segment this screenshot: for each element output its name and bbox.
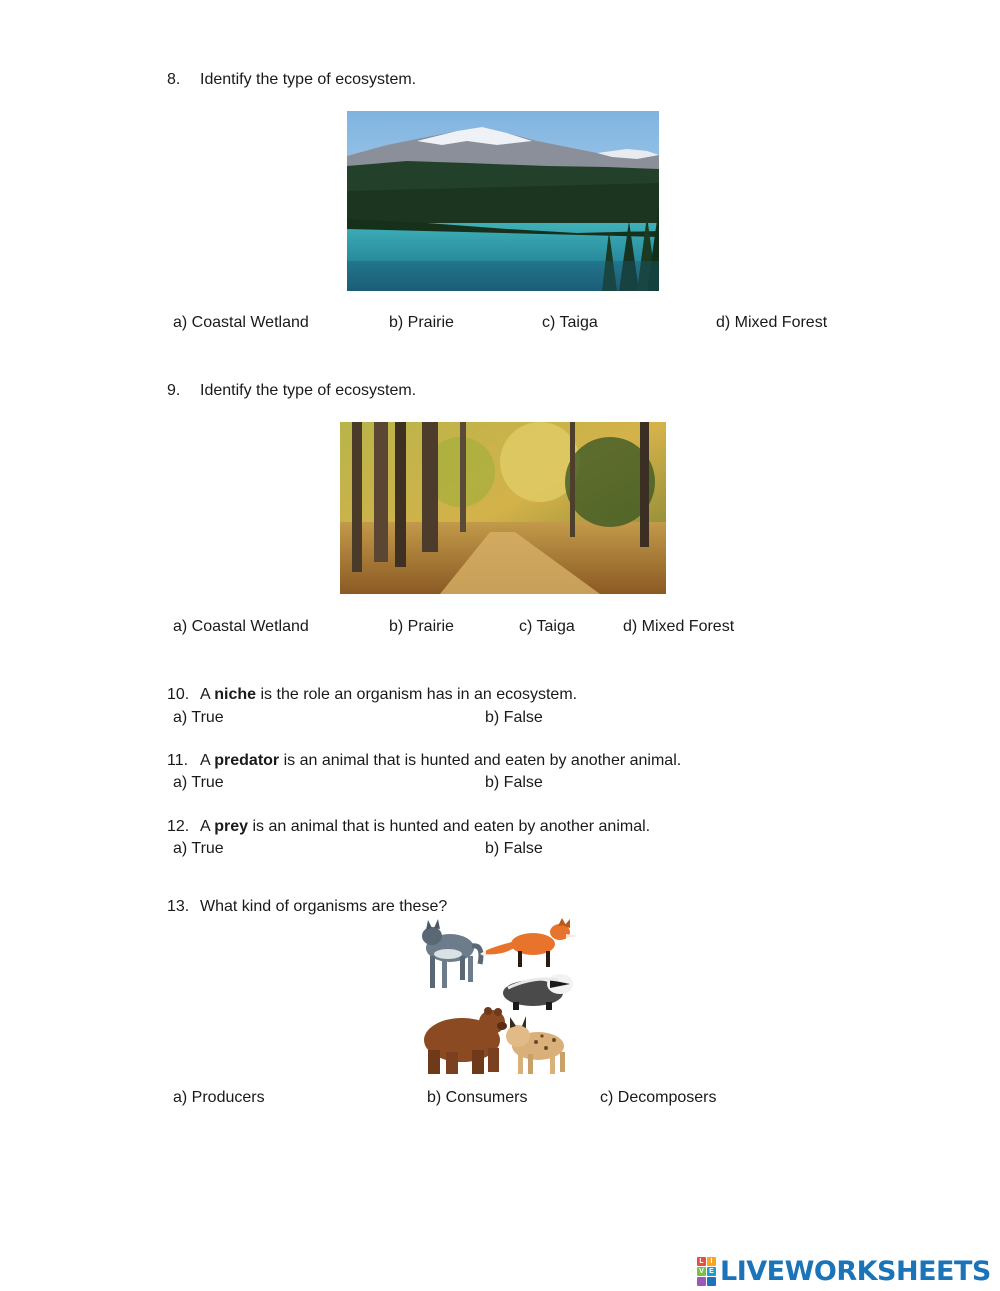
question-8-number: 8.	[167, 71, 181, 88]
logo-tile	[707, 1277, 716, 1286]
logo-letter-l: L	[697, 1257, 706, 1266]
question-13-option-c[interactable]: c) Decomposers	[600, 1089, 717, 1106]
question-10-prefix: A	[200, 686, 210, 703]
question-10-text	[200, 686, 577, 704]
mixed-forest-image	[340, 422, 666, 594]
logo-letter-e: E	[707, 1267, 716, 1276]
question-9-text: Identify the type of ecosystem.	[200, 382, 417, 399]
question-11-option-a[interactable]: a) True	[173, 774, 224, 791]
question-12-keyword: prey	[214, 818, 249, 835]
question-8-option-a[interactable]: a) Coastal Wetland	[173, 314, 309, 331]
logo-brand-text: LIVEWORKSHEETS	[720, 1255, 991, 1287]
question-12-text	[200, 818, 650, 836]
logo-letter-i: I	[707, 1257, 716, 1266]
wolf-figure	[422, 919, 481, 988]
liveworksheets-logo	[697, 1255, 991, 1287]
question-12-option-a[interactable]: a) True	[173, 840, 224, 857]
question-11-option-b[interactable]: b) False	[485, 774, 543, 791]
question-11-prefix: A	[200, 752, 210, 769]
question-12-number: 12.	[167, 818, 190, 835]
fox-figure	[480, 918, 578, 967]
question-13-number: 13.	[167, 898, 190, 915]
question-13-option-a[interactable]: a) Producers	[173, 1089, 265, 1106]
badger-figure	[503, 974, 573, 1010]
question-9-option-a[interactable]: a) Coastal Wetland	[173, 618, 309, 635]
lynx-figure	[506, 1016, 565, 1074]
question-9-number: 9.	[167, 382, 181, 399]
taiga-lake-image	[347, 111, 659, 291]
question-11-number: 11.	[167, 752, 189, 769]
question-10-number: 10.	[167, 686, 190, 703]
bear-figure	[424, 1007, 507, 1074]
question-11-keyword: predator	[214, 752, 280, 769]
question-8-option-c[interactable]: c) Taiga	[542, 314, 598, 331]
question-13-text: What kind of organisms are these?	[200, 898, 448, 915]
question-8-option-b[interactable]: b) Prairie	[389, 314, 454, 331]
question-10-keyword: niche	[214, 686, 257, 703]
question-12-suffix: is an animal that is hunted and eaten by another animal.	[252, 818, 651, 835]
question-11-suffix: is an animal that is hunted and eaten by another animal.	[283, 752, 682, 769]
question-10-suffix: is the role an organism has in an ecosystem.	[260, 686, 578, 703]
question-12-prefix: A	[200, 818, 210, 835]
question-9-option-b[interactable]: b) Prairie	[389, 618, 454, 635]
question-9-option-d[interactable]: d) Mixed Forest	[623, 618, 735, 635]
logo-letter-v: V	[697, 1267, 706, 1276]
question-9-option-c[interactable]: c) Taiga	[519, 618, 575, 635]
logo-mark-icon	[697, 1257, 716, 1286]
question-10-option-a[interactable]: a) True	[173, 709, 224, 726]
question-13-option-b[interactable]: b) Consumers	[427, 1089, 528, 1106]
question-12-option-b[interactable]: b) False	[485, 840, 543, 857]
logo-tile	[697, 1277, 706, 1286]
question-11-text	[200, 752, 681, 770]
question-8-option-d[interactable]: d) Mixed Forest	[716, 314, 828, 331]
animals-image	[418, 918, 580, 1078]
question-10-option-b[interactable]: b) False	[485, 709, 543, 726]
question-8-text: Identify the type of ecosystem.	[200, 71, 417, 88]
